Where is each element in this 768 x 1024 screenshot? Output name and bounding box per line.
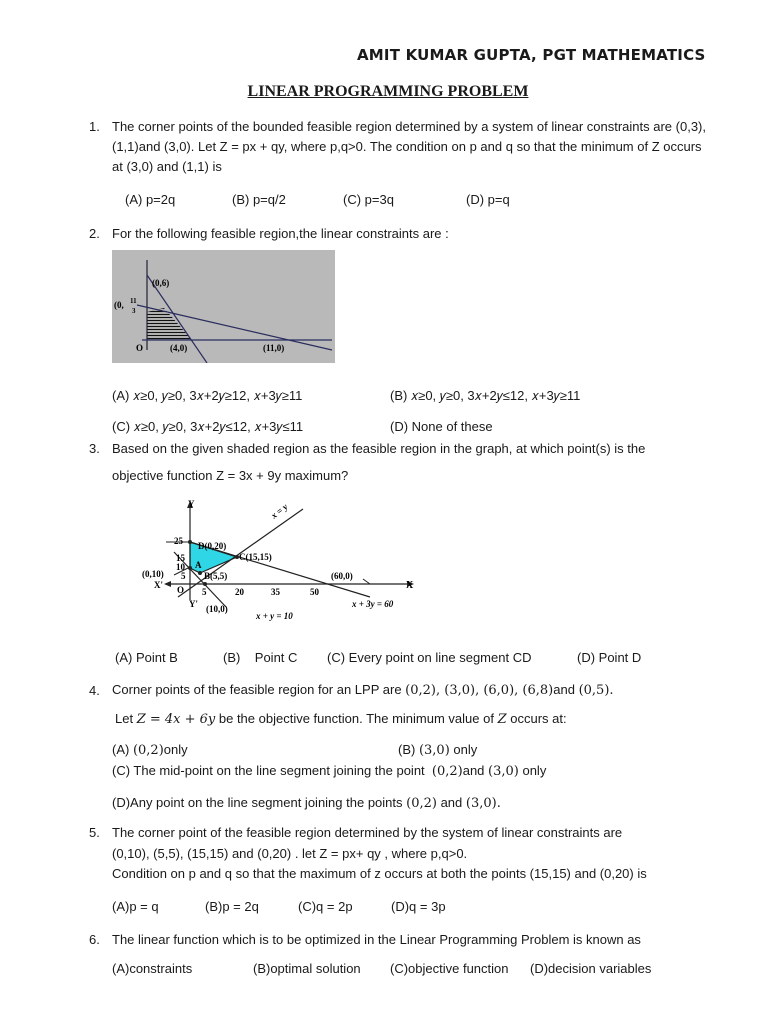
label-4-0: (4,0) [170, 343, 188, 353]
feasible-region-graph [112, 250, 335, 363]
label-10-0: (10,0) [206, 604, 228, 614]
text: only [163, 742, 188, 757]
question-text: The corner points of the bounded feasible region determined by a system of linear constraints are (0,3),(1,1)and (3,0). Let Z = px + qy, where p,q>0. The condition on p and q so that the minimum of Z occurs at (3,0) and (1,1) is [112, 119, 706, 174]
label-point-c: C(15,15) [239, 552, 272, 562]
feasible-region-graph [138, 497, 420, 623]
option-c: (C) 𝑥≥0, 𝑦≥0, 3𝑥+2𝑦≤12, 𝑥+3𝑦≤11 [112, 419, 304, 434]
label-0-6: (0,6) [152, 278, 170, 288]
question-text-line1 [112, 682, 614, 698]
label-frac-den: 3 [132, 307, 136, 315]
question-number: 2. [89, 226, 100, 241]
label-line-xy10: x + y = 10 [256, 611, 293, 621]
option-c: (C)objective function [390, 961, 509, 976]
option-b: (B) p=q/2 [232, 192, 286, 207]
option-d: (D)decision variables [530, 961, 652, 976]
tick-25: 25 [174, 536, 183, 546]
tick-5: 5 [181, 571, 186, 581]
option-a: (A) Point B [115, 650, 178, 665]
label-0-10: (0,10) [142, 569, 164, 579]
label-x-axis: X [406, 580, 414, 591]
question-text: For the following feasible region,the linear constraints are : [112, 226, 449, 241]
text: (B) [398, 742, 419, 757]
label-origin: O [177, 585, 185, 595]
text: occurs at: [506, 711, 567, 726]
question-number: 1. [89, 119, 100, 134]
question-text-line2: objective function Z = 3x + 9y maximum? [112, 468, 349, 483]
text: only [518, 763, 547, 778]
question-text-line1: The corner point of the feasible region determined by the system of linear constraints are [112, 825, 623, 840]
option-d: (D) None of these [390, 419, 493, 434]
math-objective: Z = 4x + 6y [136, 712, 216, 727]
math-z: Z [497, 712, 507, 727]
option-b [398, 742, 477, 758]
option-a [112, 742, 188, 758]
text: (C) The mid-point on the line segment joining the point [112, 763, 432, 778]
option-b: (B) Point C [223, 650, 298, 665]
math: (3,0). [465, 796, 501, 811]
tick-20: 20 [235, 587, 244, 597]
text: and [436, 795, 466, 810]
question-number: 4. [89, 683, 100, 698]
option-a: (A)p = q [112, 899, 159, 914]
math-point: (0,5). [578, 683, 614, 698]
label-line-x-eq-y: x = y [269, 501, 290, 521]
question-text-line2: (0,10), (5,5), (15,15) and (0,20) . let Z = px+ qy , where p,q>0. [112, 846, 468, 861]
option-d: (D)q = 3p [391, 899, 446, 914]
math: (3,0) [418, 743, 450, 758]
text: (D)Any point on the line segment joining the points [112, 795, 407, 810]
text: and [462, 763, 489, 778]
text: only [449, 742, 478, 757]
math: (3,0) [488, 764, 519, 779]
text: (A) [112, 742, 133, 757]
label-x-neg: X' [154, 580, 163, 590]
tick-10: 10 [176, 562, 185, 572]
question-text-line2 [115, 711, 567, 727]
tick-15: 15 [176, 553, 185, 563]
option-c: (C) Every point on line segment CD [327, 650, 532, 665]
option-c: (C)q = 2p [298, 899, 353, 914]
option-d: (D) p=q [466, 192, 510, 207]
text: Corner points of the feasible region for an LPP are [112, 682, 406, 697]
option-a: (A)constraints [112, 961, 193, 976]
label-point-a: A [195, 560, 202, 570]
option-c: (C) p=3q [343, 192, 394, 207]
text: and [553, 682, 575, 697]
math: (0,2) [132, 743, 164, 758]
label-point-d: D(0,20) [198, 541, 227, 551]
label-frac-num: 11 [130, 297, 137, 305]
option-b: (B)optimal solution [253, 961, 361, 976]
question-text-line3: Condition on p and q so that the maximum of z occurs at both the points (15,15) and (0,20) is [112, 866, 647, 881]
question-number: 6. [89, 932, 100, 947]
math-points: (0,2), (3,0), (6,0), (6,8) [405, 683, 554, 698]
math: (0,2) [406, 796, 437, 811]
option-a: (A) p=2q [125, 192, 176, 207]
option-b: (B)p = 2q [205, 899, 259, 914]
label-point-b: B(5,5) [204, 571, 228, 581]
label-line-x3y60: x + 3y = 60 [352, 599, 394, 609]
label-0-11-3: (0, [114, 300, 124, 310]
option-c [112, 763, 546, 779]
text: be the objective function. The minimum value of [215, 711, 498, 726]
question-number: 5. [89, 825, 100, 840]
label-y-neg: Y' [189, 599, 198, 609]
label-origin: O [136, 343, 144, 353]
label-11-0: (11,0) [263, 343, 285, 353]
option-a: (A) 𝑥≥0, 𝑦≥0, 3𝑥+2𝑦≥12, 𝑥+3𝑦≥11 [112, 388, 303, 403]
option-d [112, 795, 501, 811]
math: (0,2) [431, 764, 463, 779]
question-number: 3. [89, 441, 100, 456]
tick-x-5: 5 [202, 587, 207, 597]
tick-35: 35 [271, 587, 280, 597]
question-text: The linear function which is to be optimized in the Linear Programming Problem is known as [112, 932, 641, 947]
text: Let [115, 711, 137, 726]
author-heading: AMIT KUMAR GUPTA, PGT MATHEMATICS [357, 46, 706, 64]
option-d: (D) Point D [577, 650, 642, 665]
tick-50: 50 [310, 587, 319, 597]
question-text-line1: Based on the given shaded region as the feasible region in the graph, at which point(s) is the [112, 441, 646, 456]
option-b: (B) 𝑥≥0, 𝑦≥0, 3𝑥+2𝑦≤12, 𝑥+3𝑦≥11 [390, 388, 581, 403]
label-y-axis: Y [188, 499, 195, 509]
label-60-0: (60,0) [331, 571, 353, 581]
page-title: LINEAR PROGRAMMING PROBLEM [247, 83, 529, 100]
